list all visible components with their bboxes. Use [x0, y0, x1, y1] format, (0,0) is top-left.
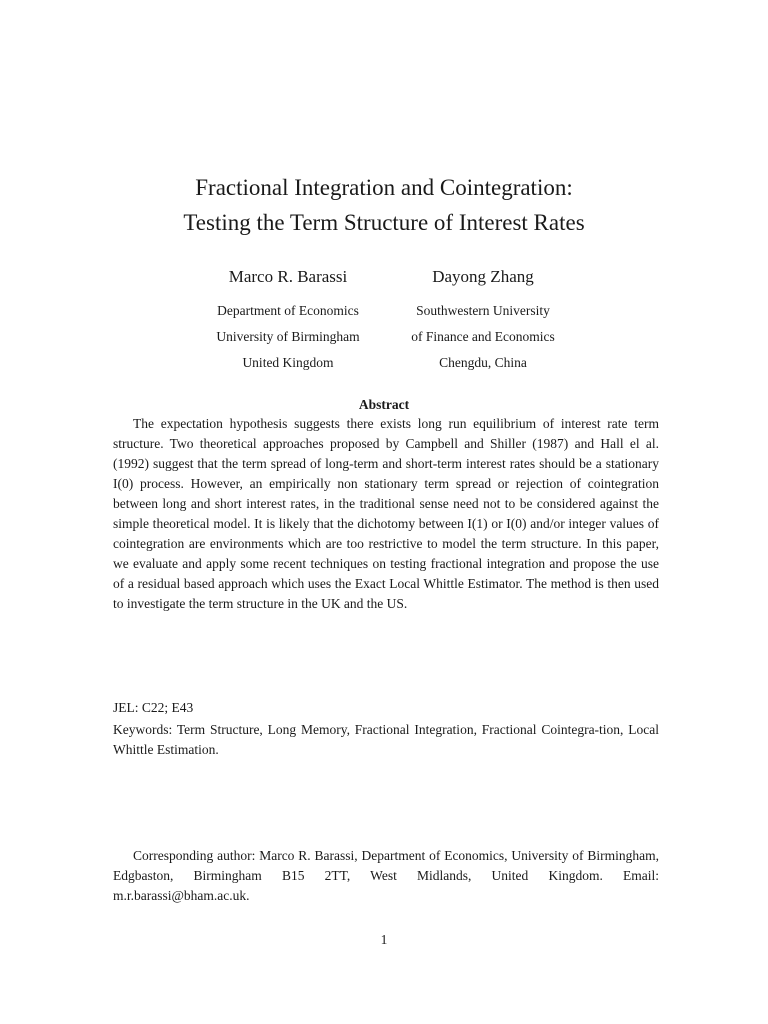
author-affiliation-line: Southwestern University — [416, 303, 550, 318]
keywords: Keywords: Term Structure, Long Memory, Fractional Integration, Fractional Cointegra-tion, Local Whittle Estimation. — [113, 722, 659, 757]
paper-title-line-1: Fractional Integration and Cointegration: — [195, 175, 573, 200]
author-affiliation-line: United Kingdom — [242, 355, 334, 370]
abstract-text: The expectation hypothesis suggests there exists long run equilibrium of interest rate term structure. Two theoretical approaches proposed by Campbell and Shiller (1987) and Hall el al. (1992) suggest that the term spread of long-term and short-term interest rates should be a stationary I(0) process. However, an empirically non stationary term spread or rejection of cointegration between long and short interest rates, in the traditional sense need not to be considered against the simple theoretical model. It is likely that the dichotomy between I(1) or I(0) and/or integer values of cointegration are environments which are too restrictive to model the term structure. In this paper, we evaluate and apply some recent techniques on testing fractional integration and propose the use of a residual based approach which uses the Exact Local Whittle Estimator. The method is then used to investigate the term structure in the UK and the US. — [113, 416, 659, 611]
author-affiliation-line: Chengdu, China — [439, 355, 527, 370]
paper-title-line-2: Testing the Term Structure of Interest Rates — [183, 210, 585, 235]
corresponding-author-note: Corresponding author: Marco R. Barassi, Department of Economics, University of Birmingham, Edgbaston, Birmingham B15 2TT, West Midlands, United Kingdom. Email: m.r.barassi@bham.ac.uk. — [113, 848, 659, 903]
jel-codes: JEL: C22; E43 — [113, 700, 194, 715]
author-name: Dayong Zhang — [432, 267, 534, 286]
author-affiliation-line: of Finance and Economics — [411, 329, 555, 344]
author-block-2 — [383, 266, 583, 376]
abstract-heading: Abstract — [358, 397, 410, 412]
author-block-1 — [188, 266, 388, 376]
page-number: 1 — [380, 932, 388, 947]
author-affiliation-line: Department of Economics — [217, 303, 359, 318]
author-name: Marco R. Barassi — [228, 267, 348, 286]
author-affiliation-line: University of Birmingham — [216, 329, 360, 344]
